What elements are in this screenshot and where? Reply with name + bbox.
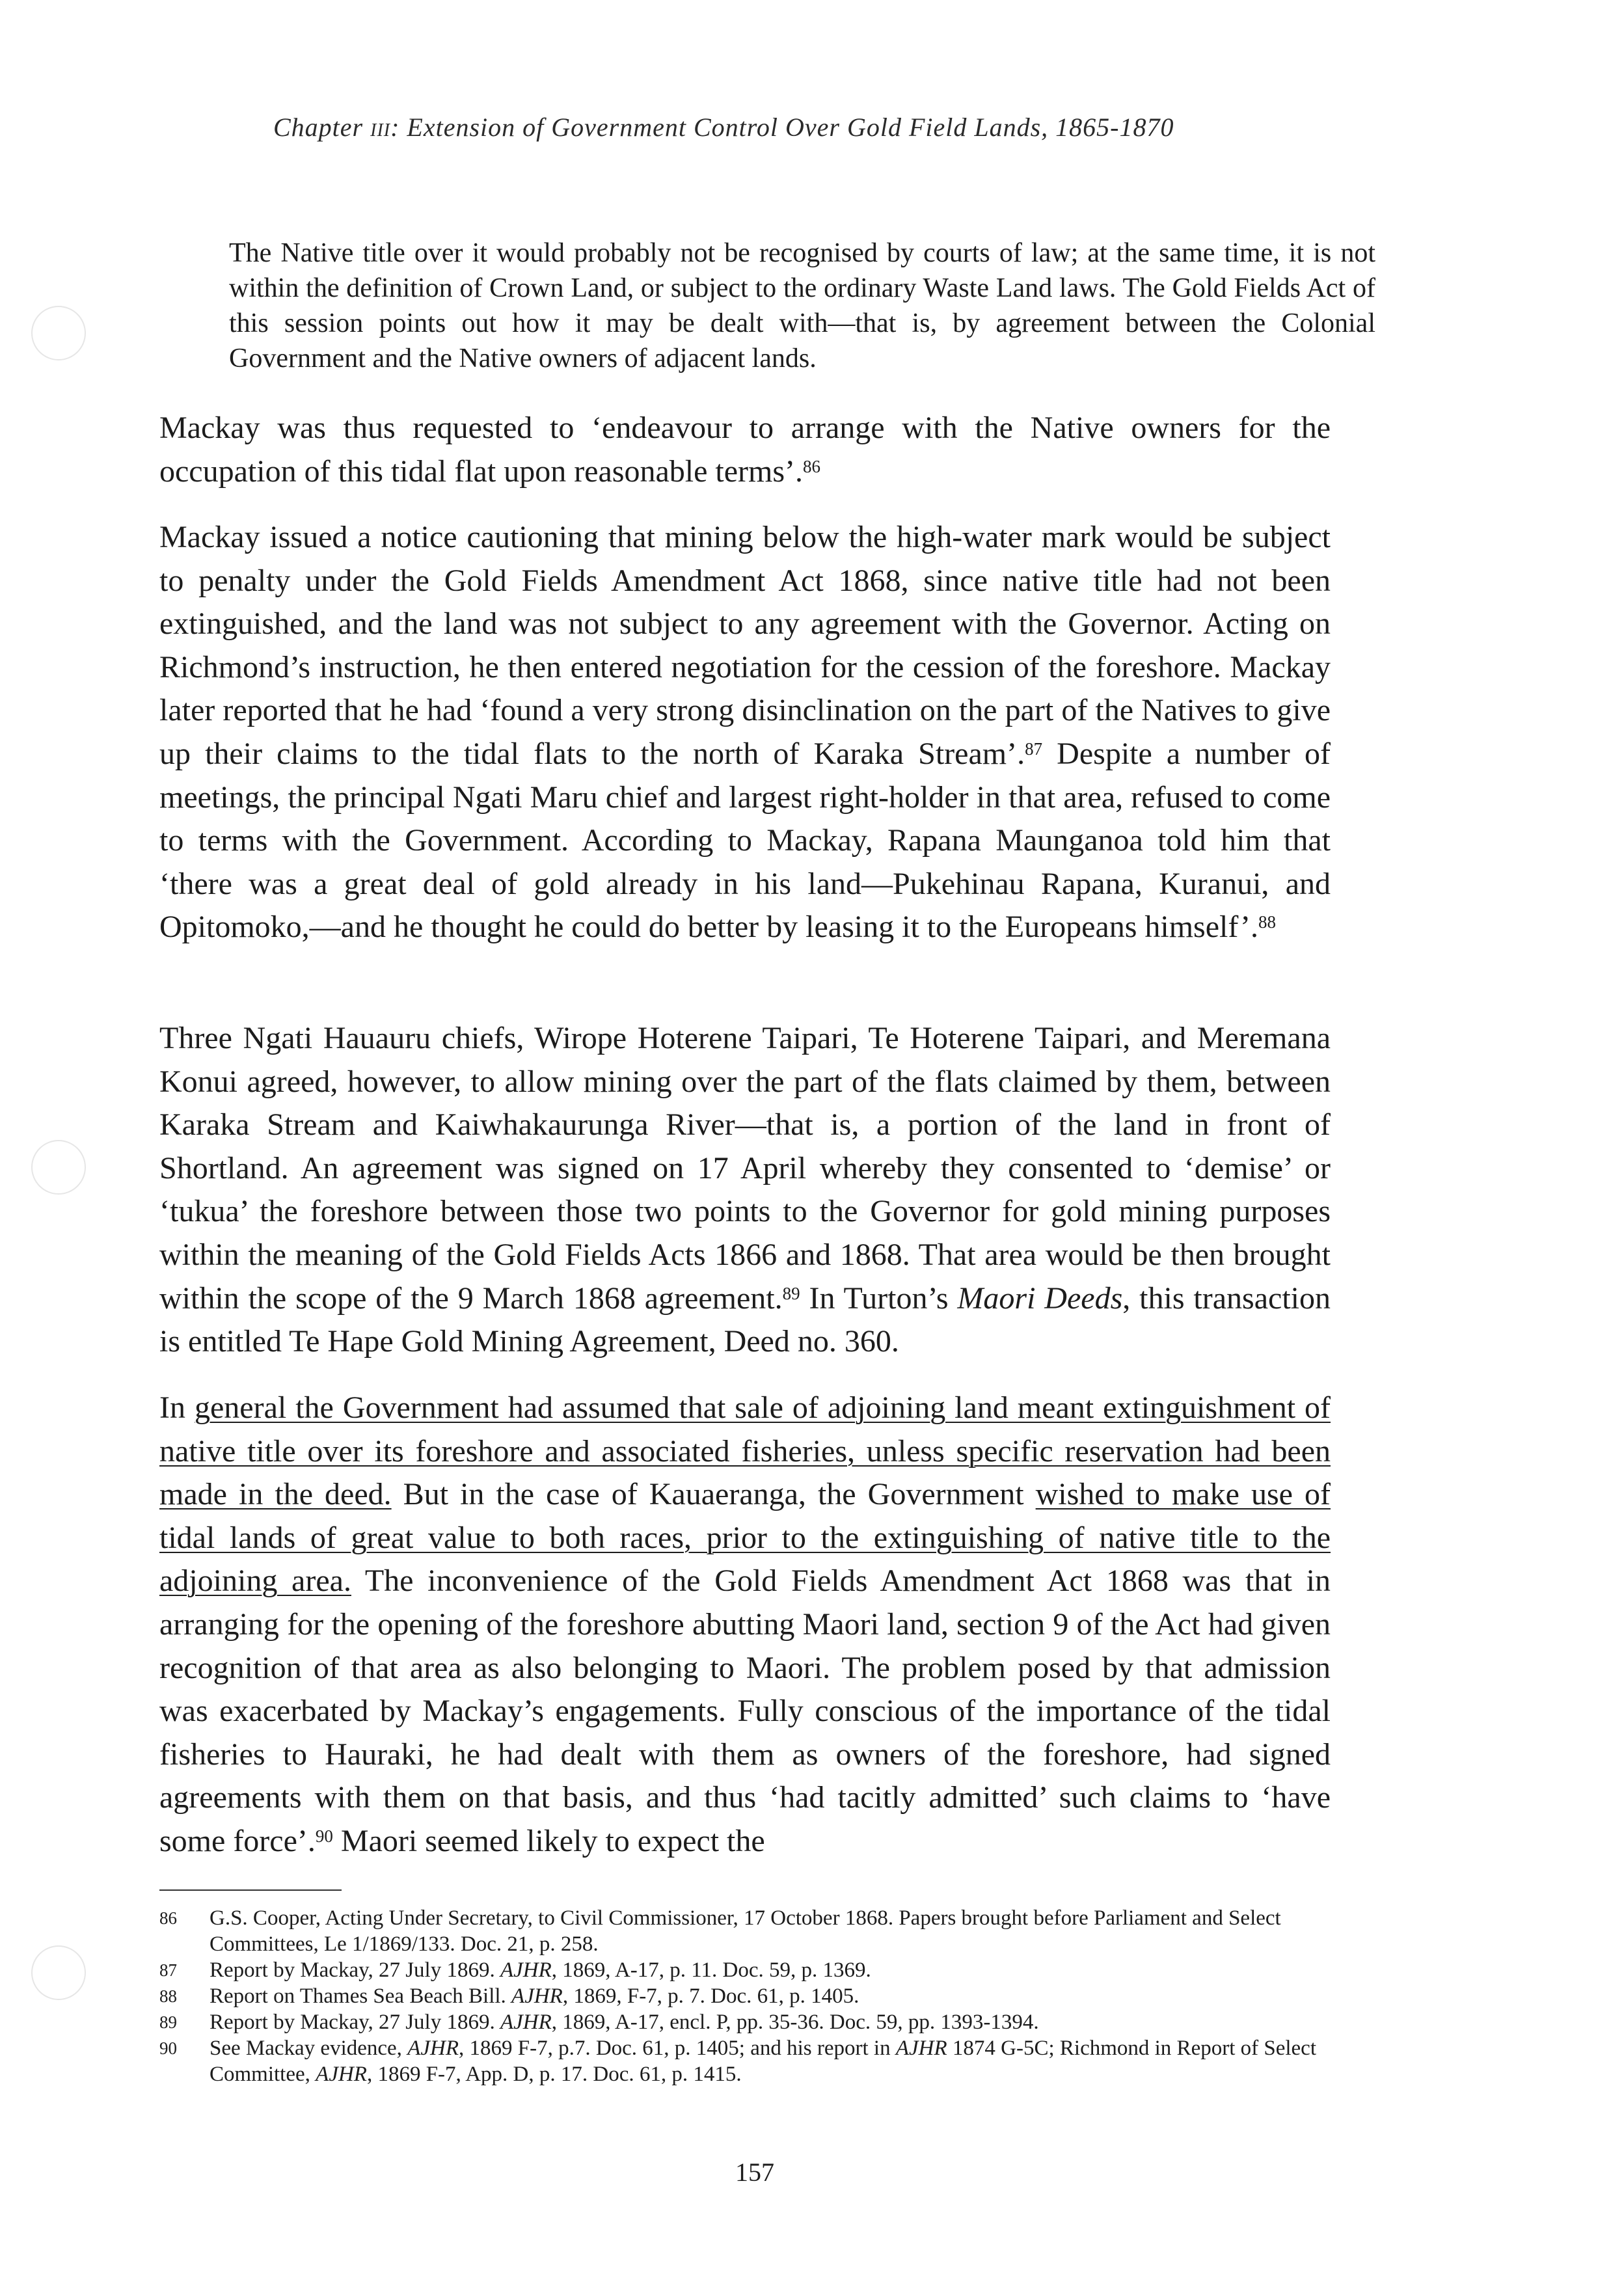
underlined-passage: general the Government had assumed that sale of adjoining land meant extinguishment of native title over its foreshore and associated fisheries, unless specific reservation had been made in the deed. (159, 1390, 1331, 1512)
footnote-ref: 88 (1258, 912, 1276, 932)
punch-hole-mark (31, 1945, 86, 2000)
footnote-86 (159, 1905, 1324, 1957)
paragraph-1: Mackay was thus requested to ‘endeavour to arrange with the Native owners for the occupation of this tidal flat upon reasonable terms’.$^{86}$ (159, 411, 1331, 489)
footnote-number: 89 (159, 2012, 177, 2032)
footnote-89 (159, 2009, 1324, 2035)
footnote-text: See Mackay evidence, AJHR, 1869 F-7, p.7. Doc. 61, p. 1405; and his report in AJHR 1874 G-5C; Richmond in Report of Select Committee, AJHR, 1869 F-7, App. D, p. 17. Doc. 61, p. 1415. (210, 2037, 1316, 2086)
footnote-number: 88 (159, 1986, 177, 2006)
footnote-number: 86 (159, 1908, 177, 1928)
footnote-text: Report by Mackay, 27 July 1869. AJHR, 1869, A-17, encl. P, pp. 35-36. Doc. 59, pp. 1393-1394. (210, 2010, 1039, 2034)
paragraph-3: Three Ngati Hauauru chiefs, Wirope Hoterene Taipari, Te Hoterene Taipari, and Meremana Konui agreed, however, to allow mining over the part of the flats claimed by them, between Karaka Stream and Kaiwhakaurunga River—that is, a portion of the land in front of Shortland. An agreement was signed on 17 April whereby they consented to ‘demise’ or ‘tukua’ the foreshore between those two points to the Governor for gold mining purposes within the meaning of the Gold Fields Acts 1866 and 1868. That area would be then brought within the scope of the 9 March 1868 agreement.$^{89}$ In Turton’s Maori Deeds, this transaction is entitled Te Hape Gold Mining Agreement, Deed no. 360. (159, 1021, 1331, 1359)
footnote-87 (159, 1957, 1324, 1983)
footnote-ref: 90 (315, 1826, 333, 1846)
italic-title: Maori Deeds (957, 1280, 1123, 1316)
footnote-90 (159, 2035, 1324, 2087)
footnote-number: 90 (159, 2038, 177, 2058)
footnote-number: 87 (159, 1960, 177, 1980)
underlined-passage: wished to make use of tidal lands of great value to both races, prior to the extinguishing of native title to the adjoining area. (159, 1477, 1331, 1599)
footnote-ref: 86 (803, 456, 821, 476)
punch-hole-mark (31, 306, 86, 360)
paragraph-4: In general the Government had assumed that sale of adjoining land meant extinguishment of native title over its foreshore and associated fisheries, unless specific reservation had been made in the deed. But in the case of Kauaeranga, the Government wished to make use of tidal lands of great value to both races, prior to the extinguishing of native title to the adjoining area. The inconvenience of the Gold Fields Amendment Act 1868 was that in arranging for the opening of the foreshore abutting Maori land, section 9 of the Act had given recognition of that area as also belonging to Maori. The problem posed by that admission was exacerbated by Mackay’s engagements. Fully conscious of the importance of the tidal fisheries to Hauraki, he had dealt with them as owners of the foreshore, had signed agreements with them on that basis, and thus ‘had tacitly admitted’ such claims to ‘have some force’.$^{90}$ Maori seemed likely to expect the (159, 1390, 1331, 1858)
footnote-rule (159, 1889, 342, 1891)
footnote-text: Report by Mackay, 27 July 1869. AJHR, 1869, A-17, p. 11. Doc. 59, p. 1369. (210, 1958, 871, 1982)
running-header: Chapter iii: Extension of Government Control Over Gold Field Lands, 1865-1870 (273, 113, 1174, 142)
chapter-number: iii (370, 113, 391, 142)
footnote-ref: 89 (782, 1283, 800, 1303)
page-number: 157 (735, 2158, 774, 2187)
punch-hole-mark (31, 1140, 86, 1195)
footnote-88 (159, 1983, 1324, 2009)
footnote-text: Report on Thames Sea Beach Bill. AJHR, 1869, F-7, p. 7. Doc. 61, p. 1405. (210, 1984, 859, 2008)
footnote-ref: 87 (1025, 738, 1043, 759)
footnotes (159, 1905, 1324, 2087)
block-quote: The Native title over it would probably not be recognised by courts of law; at the same time, it is not within the definition of Crown Land, or subject to the ordinary Waste Land laws. The Gold Fields Act of this session points out how it may be dealt with—that is, by agreement between the Colonial Government and the Native owners of adjacent lands. (229, 238, 1375, 373)
paragraph-2: Mackay issued a notice cautioning that mining below the high-water mark would be subject to penalty under the Gold Fields Amendment Act 1868, since native title had not been extinguished, and the land was not subject to any agreement with the Governor. Acting on Richmond’s instruction, he then entered negotiation for the cession of the foreshore. Mackay later reported that he had ‘found a very strong disinclination on the part of the Natives to give up their claims to the tidal flats to the north of Karaka Stream’.$^{87}$ Despite a number of meetings, the principal Ngati Maru chief and largest right-holder in that area, refused to come to terms with the Government. According to Mackay, Rapana Maunganoa told him that ‘there was a great deal of gold already in his land—Pukehinau Rapana, Kuranui, and Opitomoko,—and he thought he could do better by leasing it to the Europeans himself’.$^{88}$ (159, 520, 1331, 945)
footnote-text: G.S. Cooper, Acting Under Secretary, to Civil Commissioner, 17 October 1868. Papers brought before Parliament and Select Committees, Le 1/1869/133. Doc. 21, p. 258. (210, 1906, 1281, 1956)
